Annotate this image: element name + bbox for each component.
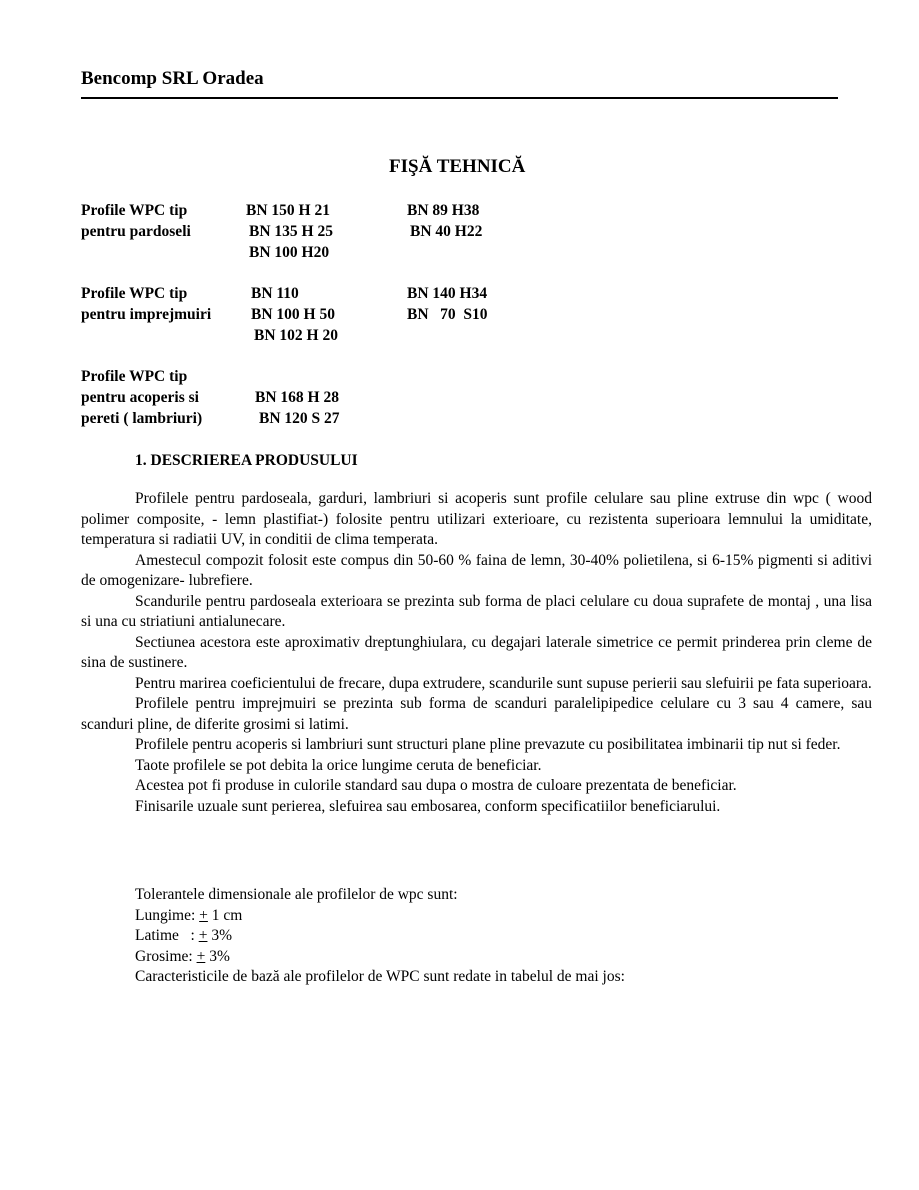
- group-pardoseli-code: BN 150 H 21: [246, 202, 330, 219]
- paragraph: Acestea pot fi produse in culorile standard sau dupa o mostra de culoare prezentata de beneficiar.: [135, 777, 737, 794]
- paragraph: Profilele pentru imprejmuiri se prezinta sub forma de scanduri paralelipipedice celulare cu 3 sau 4 camere, sau scanduri pline, de diferite grosimi si latimi.: [81, 695, 872, 733]
- paragraph: Taote profilele se pot debita la orice lungime ceruta de beneficiar.: [135, 756, 542, 774]
- tolerance-value: 1 cm: [207, 906, 243, 924]
- company-name: Bencomp SRL Oradea: [81, 68, 264, 89]
- group-imprejmuiri-label-line-1: Profile WPC tip: [81, 285, 188, 302]
- group-imprejmuiri-code: BN 140 H34: [407, 285, 488, 302]
- tolerance-row: [135, 906, 625, 927]
- paragraph: Profilele pentru acoperis si lambriuri sunt structuri plane pline prevazute cu posibilitatea imbinarii tip nut si feder.: [135, 736, 841, 753]
- tolerance-value: 3%: [207, 927, 232, 944]
- section-body: [81, 489, 872, 817]
- group-imprejmuiri-code: BN 110: [251, 285, 299, 302]
- tolerance-label: Grosime:: [135, 947, 197, 965]
- paragraph: Sectiunea acestora este aproximativ dreptunghiulara, cu degajari laterale simetrice ce permit prinderea prin cleme de sina de sustinere.: [81, 633, 872, 671]
- group-acoperis-label-line-3: pereti ( lambriuri): [81, 410, 203, 427]
- group-imprejmuiri-code: BN 70 S10: [407, 306, 488, 323]
- plus-minus-sign: +: [199, 906, 208, 924]
- group-acoperis-code: BN 168 H 28: [255, 389, 339, 406]
- tolerances-intro: Tolerantele dimensionale ale profilelor de wpc sunt:: [135, 886, 458, 903]
- plus-minus-sign: +: [196, 947, 206, 965]
- group-pardoseli-code: BN 100 H20: [249, 244, 330, 261]
- document-title: FIŞĂ TEHNICĂ: [389, 156, 526, 177]
- tolerance-value: 3%: [205, 947, 230, 965]
- group-pardoseli-code: BN 40 H22: [410, 223, 483, 240]
- group-imprejmuiri-label-line-2: pentru imprejmuiri: [81, 306, 212, 323]
- section-heading: 1. DESCRIEREA PRODUSULUI: [135, 452, 358, 469]
- plus-minus-sign: +: [198, 927, 208, 944]
- group-pardoseli-label-line-1: Profile WPC tip: [81, 202, 188, 219]
- header-rule: [81, 97, 838, 99]
- group-imprejmuiri-code: BN 100 H 50: [251, 306, 335, 323]
- tolerances-block: [135, 885, 625, 988]
- tables-intro: Caracteristicile de bază ale profilelor de WPC sunt redate in tabelul de mai jos:: [135, 968, 625, 985]
- tolerance-row: [135, 947, 625, 968]
- group-imprejmuiri-code: BN 102 H 20: [254, 327, 338, 344]
- paragraph: Scandurile pentru pardoseala exterioara se prezinta sub forma de placi celulare cu doua suprafete de montaj , una lisa si una cu striatiuni antialunecare.: [81, 592, 872, 630]
- paragraph: Finisarile uzuale sunt perierea, slefuirea sau embosarea, conform specificatiilor beneficiarului.: [135, 797, 721, 815]
- tolerance-label: Latime :: [135, 927, 199, 944]
- tolerance-label: Lungime:: [135, 906, 200, 924]
- tolerance-row: [135, 926, 625, 947]
- paragraph: Pentru marirea coeficientului de frecare, dupa extrudere, scandurile sunt supuse perierii sau slefuirii pe fata superioara.: [135, 674, 872, 692]
- group-pardoseli-code: BN 135 H 25: [249, 223, 333, 240]
- group-pardoseli-label-line-2: pentru pardoseli: [81, 223, 191, 240]
- group-acoperis-code: BN 120 S 27: [259, 410, 340, 427]
- paragraph: Amestecul compozit folosit este compus din 50-60 % faina de lemn, 30-40% polietilena, si 6-15% pigmenti si aditivi de omogenizare- lubrefiere.: [81, 551, 872, 589]
- group-acoperis-label-line-2: pentru acoperis si: [81, 389, 199, 406]
- group-acoperis-label-line-1: Profile WPC tip: [81, 368, 188, 385]
- paragraph: Profilele pentru pardoseala, garduri, lambriuri si acoperis sunt profile celulare sau pline extruse din wpc ( wood polimer composite, - lemn plastifiat-) folosite pentru utilizari exterioare, cu rezistenta superioara lemnului la umiditate, temperatura si radiatii UV, in conditii de clima temperata.: [81, 490, 872, 548]
- group-pardoseli-code: BN 89 H38: [407, 202, 480, 219]
